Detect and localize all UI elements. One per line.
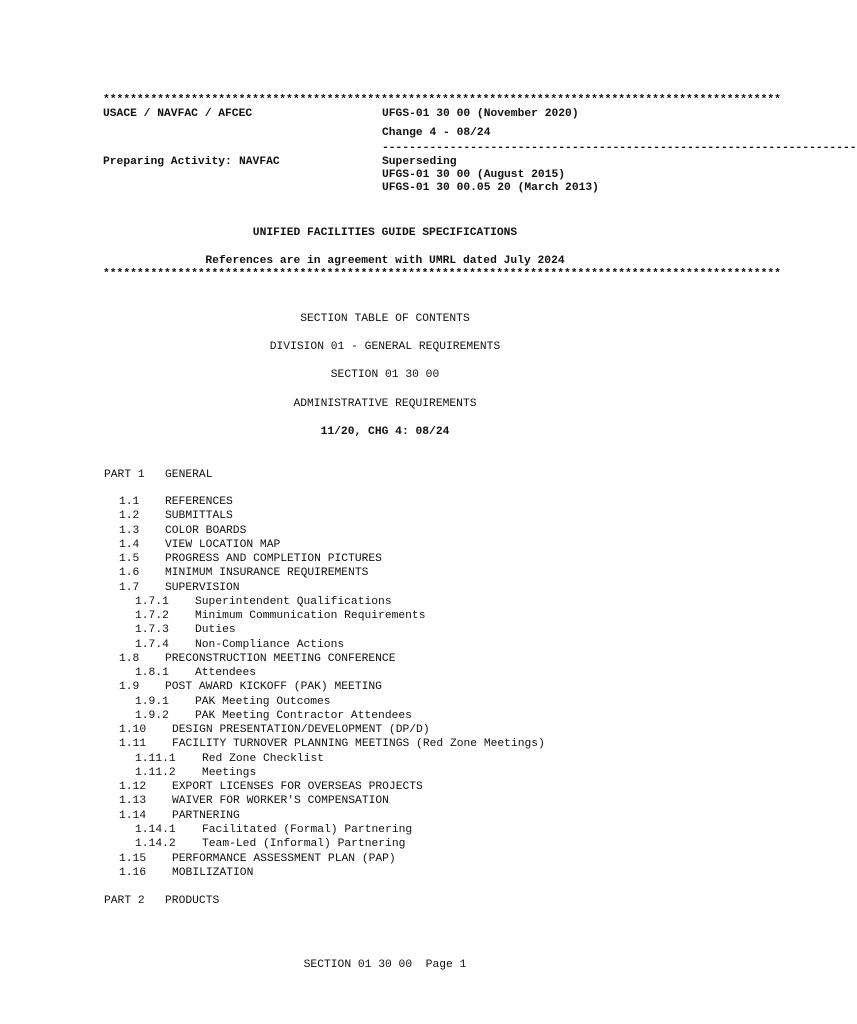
- toc-heading: SECTION TABLE OF CONTENTS: [300, 313, 470, 325]
- division-title: DIVISION 01 - GENERAL REQUIREMENTS: [269, 341, 501, 353]
- toc-item-number: 1.9.1: [135, 696, 169, 708]
- toc-item: [119, 852, 396, 866]
- toc-item-number: 1.9.2: [135, 710, 169, 722]
- toc-item: [135, 666, 256, 680]
- toc-item: [135, 638, 344, 652]
- toc-item: [119, 723, 430, 737]
- toc-item-number: 1.16: [119, 867, 147, 879]
- change-line: Change 4 - 08/24: [382, 127, 491, 139]
- toc-item-label: Non-Compliance Actions: [195, 639, 345, 651]
- toc-item-label: Facilitated (Formal) Partnering: [202, 824, 413, 836]
- toc-item-label: PAK Meeting Contractor Attendees: [195, 710, 412, 722]
- toc-item-label: Team-Led (Informal) Partnering: [202, 838, 406, 850]
- toc-item-number: 1.7.4: [135, 639, 169, 651]
- toc-item-label: MOBILIZATION: [172, 867, 254, 879]
- ufgs-number: UFGS-01 30 00 (November 2020): [382, 108, 579, 120]
- toc-item: [119, 495, 233, 509]
- toc-item-number: 1.11.1: [135, 753, 176, 765]
- part-2-heading: PART 2 PRODUCTS: [104, 895, 220, 907]
- toc-item-number: 1.7: [119, 582, 140, 594]
- toc-item-number: 1.1: [119, 496, 140, 508]
- toc-item-number: 1.11: [119, 738, 147, 750]
- toc-item-number: 1.8: [119, 653, 140, 665]
- part-1-heading: PART 1 GENERAL: [104, 469, 213, 481]
- toc-item-label: Attendees: [195, 667, 257, 679]
- page-footer: SECTION 01 30 00 Page 1: [303, 959, 467, 971]
- header-rule-bottom: ****************************************************************************************************: [103, 268, 781, 280]
- toc-item-label: VIEW LOCATION MAP: [165, 539, 281, 551]
- toc-item-number: 1.6: [119, 567, 140, 579]
- toc-item: [119, 680, 382, 694]
- toc-item: [119, 552, 382, 566]
- toc-item-label: WAIVER FOR WORKER'S COMPENSATION: [172, 795, 389, 807]
- toc-item-label: EXPORT LICENSES FOR OVERSEAS PROJECTS: [172, 781, 423, 793]
- toc-item: [119, 794, 389, 808]
- toc-item-number: 1.8.1: [135, 667, 169, 679]
- toc-item-number: 1.7.3: [135, 624, 169, 636]
- toc-item: [119, 509, 233, 523]
- toc-item: [135, 752, 324, 766]
- toc-item: [119, 780, 423, 794]
- toc-item-label: COLOR BOARDS: [165, 525, 247, 537]
- toc-item: [119, 538, 280, 552]
- toc-item-label: Minimum Communication Requirements: [195, 610, 426, 622]
- toc-item: [135, 709, 412, 723]
- toc-item-label: Meetings: [202, 767, 257, 779]
- toc-item-number: 1.11.2: [135, 767, 176, 779]
- section-number: SECTION 01 30 00: [330, 369, 440, 381]
- toc-item: [119, 652, 396, 666]
- toc-item-number: 1.7.1: [135, 596, 169, 608]
- document-title: UNIFIED FACILITIES GUIDE SPECIFICATIONS: [252, 227, 518, 239]
- header-rule-top: ****************************************************************************************************: [103, 94, 781, 106]
- toc-item: [135, 823, 412, 837]
- toc-item: [135, 595, 392, 609]
- toc-item: [135, 695, 331, 709]
- toc-item-number: 1.3: [119, 525, 140, 537]
- toc-item-label: Duties: [195, 624, 236, 636]
- toc-item-number: 1.14: [119, 810, 147, 822]
- revision-line: 11/20, CHG 4: 08/24: [320, 426, 450, 438]
- toc-item: [135, 766, 256, 780]
- toc-item-label: SUPERVISION: [165, 582, 240, 594]
- toc-item: [119, 566, 368, 580]
- toc-item: [119, 737, 545, 751]
- toc-item-label: Red Zone Checklist: [202, 753, 325, 765]
- toc-item-label: POST AWARD KICKOFF (PAK) MEETING: [165, 681, 382, 693]
- toc-item: [135, 609, 426, 623]
- toc-item-label: Superintendent Qualifications: [195, 596, 392, 608]
- toc-item-number: 1.13: [119, 795, 147, 807]
- toc-item: [135, 837, 405, 851]
- toc-item-label: PERFORMANCE ASSESSMENT PLAN (PAP): [172, 853, 396, 865]
- org-line: USACE / NAVFAC / AFCEC: [103, 108, 253, 120]
- toc-item-number: 1.9: [119, 681, 140, 693]
- superseding-label: Superseding: [382, 156, 457, 168]
- superseded-spec-1: UFGS-01 30 00 (August 2015): [382, 169, 566, 181]
- preparing-activity-label: Preparing Activity:: [103, 156, 232, 168]
- toc-item: [119, 581, 240, 595]
- toc-item-label: DESIGN PRESENTATION/DEVELOPMENT (DP/D): [172, 724, 430, 736]
- toc-item-label: MINIMUM INSURANCE REQUIREMENTS: [165, 567, 369, 579]
- toc-item-label: FACILITY TURNOVER PLANNING MEETINGS (Red Zone Meetings): [172, 738, 545, 750]
- references-note: References are in agreement with UMRL dated July 2024: [205, 255, 565, 267]
- toc-item-number: 1.7.2: [135, 610, 169, 622]
- toc-item-number: 1.14.2: [135, 838, 176, 850]
- section-name: ADMINISTRATIVE REQUIREMENTS: [293, 398, 477, 410]
- toc-item-label: PAK Meeting Outcomes: [195, 696, 331, 708]
- toc-item-number: 1.5: [119, 553, 140, 565]
- toc-item: [135, 623, 236, 637]
- toc-item: [119, 524, 246, 538]
- toc-item-label: SUBMITTALS: [165, 510, 233, 522]
- toc-item: [119, 809, 240, 823]
- toc-item: [119, 866, 253, 880]
- toc-item-label: PROGRESS AND COMPLETION PICTURES: [165, 553, 382, 565]
- toc-item-label: PARTNERING: [172, 810, 240, 822]
- toc-item-number: 1.12: [119, 781, 147, 793]
- superseded-spec-2: UFGS-01 30 00.05 20 (March 2013): [382, 182, 599, 194]
- change-underline: ----------------------------------------------------------------------: [382, 142, 857, 154]
- toc-item-number: 1.14.1: [135, 824, 176, 836]
- preparing-activity-value: NAVFAC: [239, 156, 280, 168]
- toc-item-label: PRECONSTRUCTION MEETING CONFERENCE: [165, 653, 396, 665]
- toc-item-number: 1.2: [119, 510, 140, 522]
- toc-item-number: 1.10: [119, 724, 147, 736]
- toc-item-number: 1.4: [119, 539, 140, 551]
- toc-item-label: REFERENCES: [165, 496, 233, 508]
- toc-item-number: 1.15: [119, 853, 147, 865]
